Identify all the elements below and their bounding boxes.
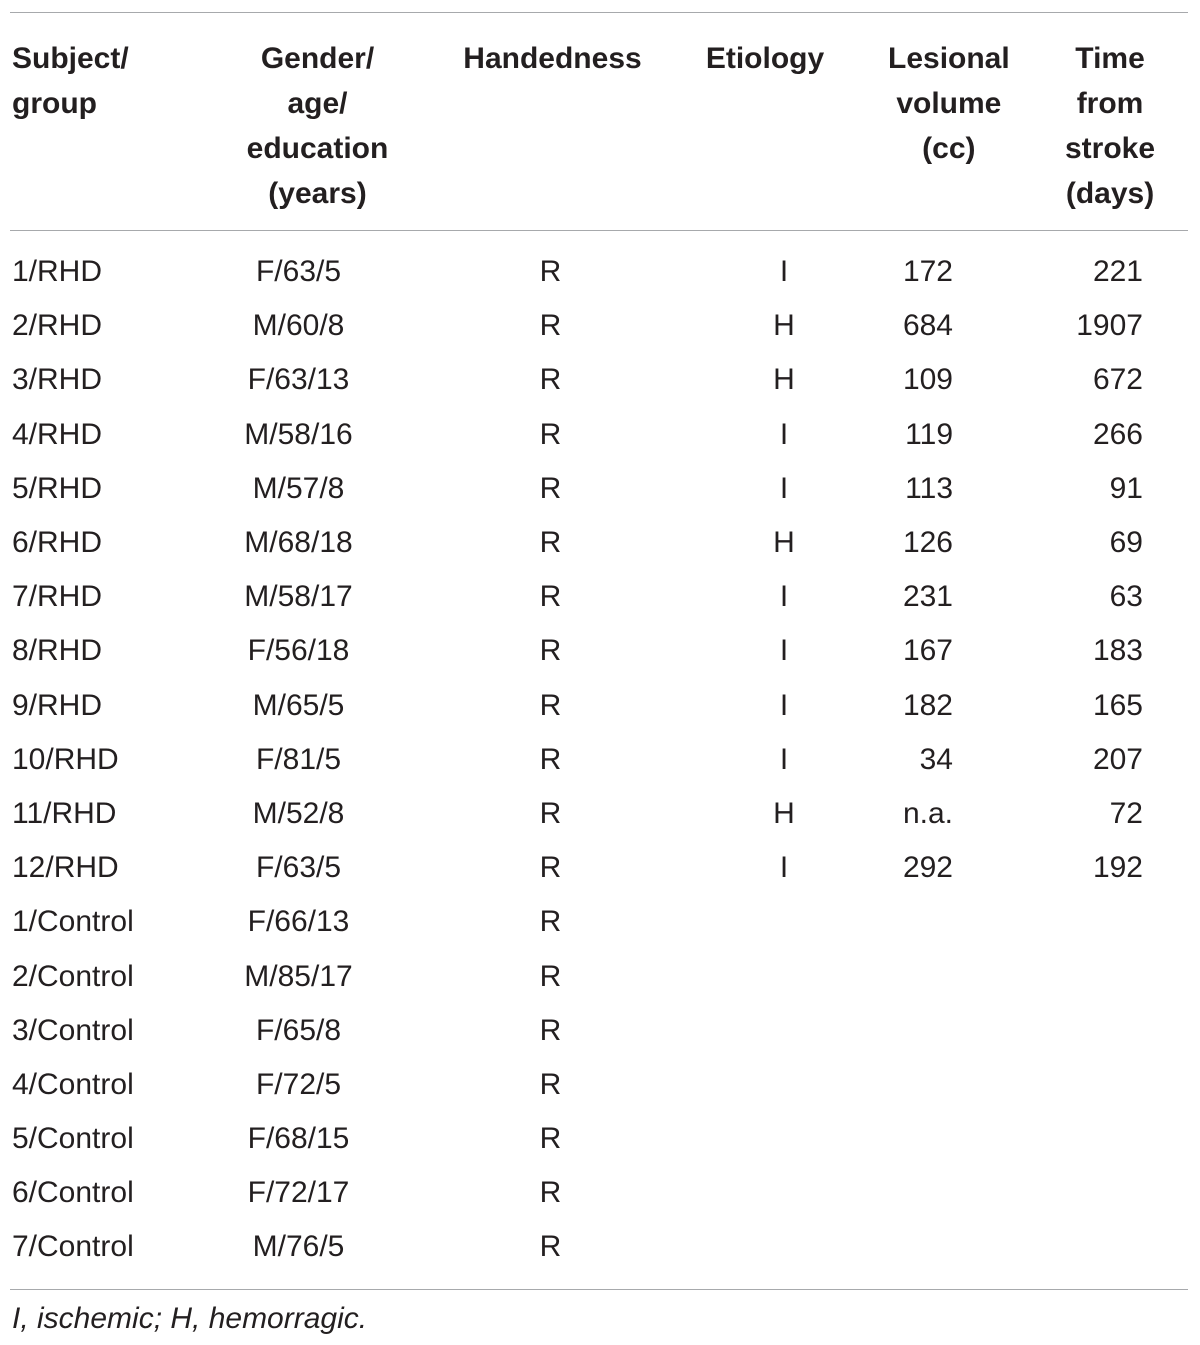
table-row [10, 1112, 1188, 1166]
cell-handedness: R [539, 309, 562, 343]
cell-lesional-volume: 113 [905, 471, 953, 505]
cell-etiology [670, 1220, 860, 1274]
cell-gender-age-education: M/65/5 [252, 688, 345, 722]
cell-time-from-stroke: 63 [1109, 580, 1143, 614]
cell-etiology [670, 949, 860, 1003]
cell-handedness: R [539, 905, 562, 939]
cell-etiology [670, 1004, 860, 1058]
cell-handedness: R [539, 471, 562, 505]
header-handedness: Handedness [463, 42, 642, 75]
cell-lesional-volume: 292 [902, 851, 953, 885]
cell-etiology: H [773, 526, 795, 560]
cell-handedness: R [539, 851, 562, 885]
cell-time-from-stroke [1025, 949, 1188, 1003]
table-body [10, 231, 1188, 1275]
cell-handedness: R [539, 688, 562, 722]
cell-time-from-stroke [1025, 1166, 1188, 1220]
cell-lesional-volume: 119 [905, 417, 953, 451]
cell-gender-age-education: M/58/17 [244, 580, 353, 614]
cell-gender-age-education: F/81/5 [255, 742, 342, 776]
cell-gender-age-education: F/63/5 [255, 851, 342, 885]
cell-subject-group: 6/Control [12, 1176, 134, 1210]
cell-handedness: R [539, 1122, 562, 1156]
cell-time-from-stroke [1025, 1112, 1188, 1166]
cell-handedness: R [539, 1176, 562, 1210]
cell-lesional-volume: 109 [902, 363, 953, 397]
table-row [10, 624, 1188, 678]
cell-handedness: R [539, 959, 562, 993]
cell-time-from-stroke [1025, 1004, 1188, 1058]
cell-subject-group: 5/Control [12, 1122, 134, 1156]
cell-time-from-stroke [1025, 895, 1188, 949]
table-row [10, 1220, 1188, 1274]
cell-gender-age-education: F/72/5 [255, 1067, 342, 1101]
cell-time-from-stroke: 72 [1109, 796, 1143, 830]
table-row [10, 570, 1188, 624]
cell-handedness: R [539, 634, 562, 668]
cell-lesional-volume: n.a. [902, 796, 953, 830]
cell-handedness: R [539, 580, 562, 614]
cell-time-from-stroke: 672 [1092, 363, 1143, 397]
cell-handedness: R [539, 1230, 562, 1264]
cell-lesional-volume: 172 [902, 255, 953, 289]
cell-subject-group: 12/RHD [12, 851, 119, 885]
cell-time-from-stroke: 192 [1092, 851, 1143, 885]
cell-subject-group: 11/RHD [12, 796, 117, 830]
cell-etiology: I [779, 742, 789, 776]
cell-lesional-volume [860, 1004, 1025, 1058]
cell-subject-group: 3/RHD [12, 363, 103, 397]
table-footnote: I, ischemic; H, hemorragic. [12, 1301, 368, 1335]
table-row [10, 733, 1188, 787]
cell-lesional-volume: 231 [902, 580, 953, 614]
cell-etiology [670, 895, 860, 949]
header-etiology: Etiology [705, 42, 825, 75]
cell-subject-group: 7/RHD [12, 580, 103, 614]
cell-handedness: R [539, 1013, 562, 1047]
table-row [10, 353, 1188, 407]
cell-gender-age-education: M/76/5 [252, 1230, 345, 1264]
cell-etiology: I [779, 851, 789, 885]
table-row [10, 1004, 1188, 1058]
cell-etiology: I [779, 417, 789, 451]
cell-time-from-stroke [1025, 1220, 1188, 1274]
cell-time-from-stroke: 69 [1109, 526, 1143, 560]
table-container [10, 12, 1188, 1336]
cell-handedness: R [539, 742, 562, 776]
cell-subject-group: 1/Control [12, 905, 134, 939]
cell-time-from-stroke: 183 [1092, 634, 1143, 668]
cell-etiology: H [773, 363, 795, 397]
cell-subject-group: 1/RHD [12, 255, 103, 289]
table-row [10, 679, 1188, 733]
cell-gender-age-education: M/58/16 [244, 417, 353, 451]
cell-time-from-stroke: 221 [1092, 255, 1143, 289]
cell-subject-group: 4/Control [12, 1067, 134, 1101]
cell-handedness: R [539, 526, 562, 560]
cell-etiology: I [779, 634, 789, 668]
cell-gender-age-education: F/72/17 [247, 1176, 350, 1210]
subjects-table [10, 13, 1188, 1275]
cell-handedness: R [539, 1067, 562, 1101]
cell-gender-age-education: M/52/8 [252, 796, 345, 830]
table-row [10, 841, 1188, 895]
cell-handedness: R [539, 363, 562, 397]
header-time-from-stroke: Time from stroke (days) [1065, 42, 1156, 210]
cell-gender-age-education: F/68/15 [247, 1122, 350, 1156]
cell-subject-group: 2/Control [12, 959, 134, 993]
cell-etiology: I [779, 580, 789, 614]
table-row [10, 1166, 1188, 1220]
cell-subject-group: 6/RHD [12, 526, 103, 560]
header-gender-age-education: Gender/ age/ education (years) [246, 42, 389, 210]
cell-subject-group: 4/RHD [12, 417, 103, 451]
cell-subject-group: 8/RHD [12, 634, 103, 668]
cell-lesional-volume [860, 1112, 1025, 1166]
cell-gender-age-education: F/56/18 [247, 634, 350, 668]
header-subject-group: Subject/ group [12, 42, 129, 120]
cell-subject-group: 10/RHD [12, 742, 119, 776]
cell-handedness: R [539, 255, 562, 289]
table-row [10, 299, 1188, 353]
cell-etiology [670, 1112, 860, 1166]
cell-handedness: R [539, 417, 562, 451]
cell-etiology: H [773, 796, 795, 830]
table-row [10, 408, 1188, 462]
cell-subject-group: 3/Control [12, 1013, 134, 1047]
cell-etiology: H [773, 309, 795, 343]
cell-handedness: R [539, 796, 562, 830]
cell-lesional-volume [860, 1220, 1025, 1274]
cell-subject-group: 2/RHD [12, 309, 103, 343]
table-row [10, 895, 1188, 949]
cell-time-from-stroke [1025, 1058, 1188, 1112]
cell-etiology [670, 1058, 860, 1112]
cell-subject-group: 7/Control [12, 1230, 134, 1264]
header-lesional-volume: Lesional volume (cc) [888, 42, 1010, 165]
table-row [10, 516, 1188, 570]
cell-time-from-stroke: 1907 [1076, 309, 1143, 343]
cell-etiology: I [779, 471, 789, 505]
cell-lesional-volume: 126 [902, 526, 953, 560]
cell-gender-age-education: M/68/18 [244, 526, 353, 560]
cell-lesional-volume [860, 1166, 1025, 1220]
cell-time-from-stroke: 165 [1092, 688, 1143, 722]
cell-lesional-volume: 182 [902, 688, 953, 722]
cell-lesional-volume [860, 1058, 1025, 1112]
cell-gender-age-education: F/66/13 [247, 905, 350, 939]
bottom-rule [10, 1289, 1188, 1290]
cell-subject-group: 5/RHD [12, 471, 103, 505]
cell-time-from-stroke: 91 [1109, 471, 1143, 505]
cell-gender-age-education: M/60/8 [252, 309, 345, 343]
cell-lesional-volume [860, 895, 1025, 949]
cell-lesional-volume: 684 [902, 309, 953, 343]
table-row [10, 462, 1188, 516]
table-row [10, 787, 1188, 841]
cell-gender-age-education: M/85/17 [244, 959, 353, 993]
cell-gender-age-education: F/63/13 [247, 363, 350, 397]
cell-time-from-stroke: 207 [1092, 742, 1143, 776]
cell-lesional-volume: 34 [919, 742, 953, 776]
cell-lesional-volume: 167 [902, 634, 953, 668]
table-row [10, 949, 1188, 1003]
cell-time-from-stroke: 266 [1092, 417, 1143, 451]
cell-etiology: I [779, 255, 789, 289]
table-row [10, 1058, 1188, 1112]
cell-etiology [670, 1166, 860, 1220]
cell-subject-group: 9/RHD [12, 688, 103, 722]
cell-lesional-volume [860, 949, 1025, 1003]
table-row [10, 231, 1188, 299]
header-row [10, 13, 1188, 231]
cell-gender-age-education: F/65/8 [255, 1013, 342, 1047]
cell-gender-age-education: F/63/5 [255, 255, 342, 289]
cell-etiology: I [779, 688, 789, 722]
cell-gender-age-education: M/57/8 [252, 471, 345, 505]
